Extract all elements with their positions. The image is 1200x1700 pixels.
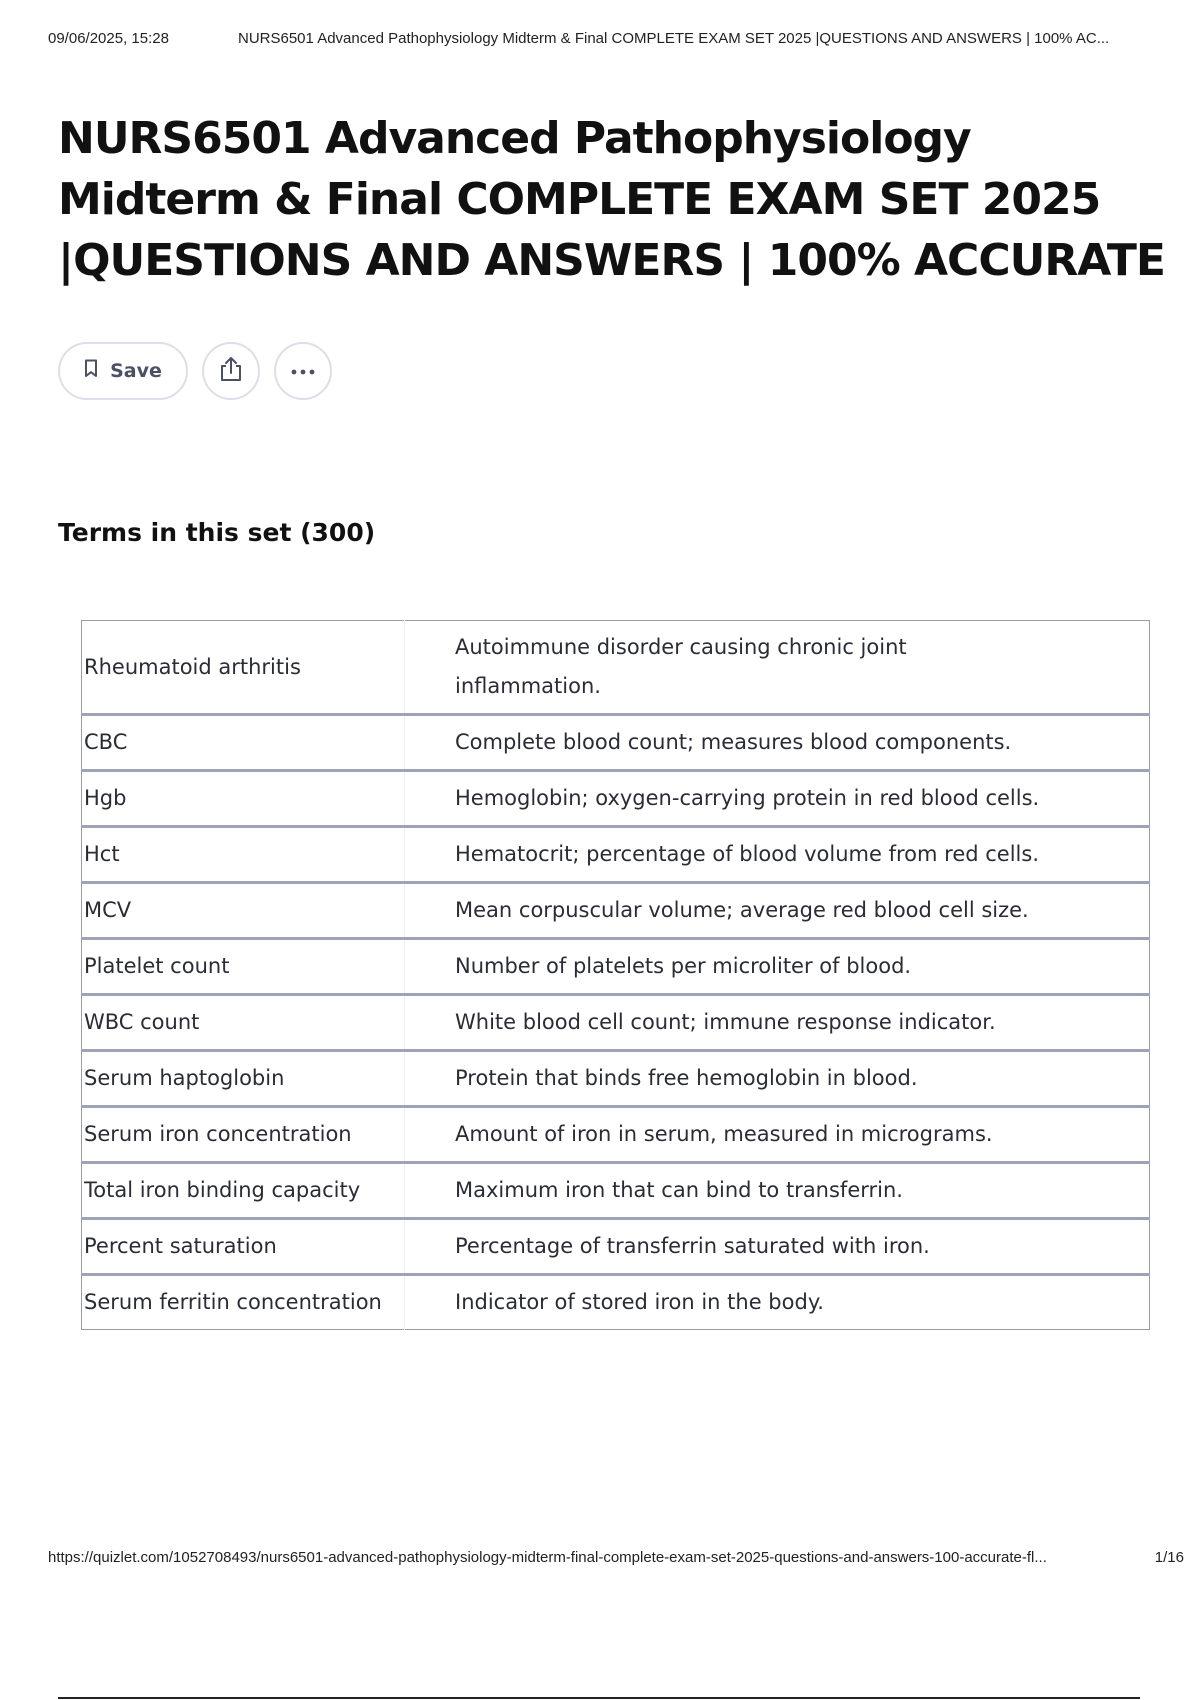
divider	[58, 1697, 1140, 1699]
definition-cell: Maximum iron that can bind to transferrin.	[455, 1178, 903, 1202]
term-cell: CBC	[82, 715, 405, 771]
term-row	[82, 771, 1150, 827]
term-cell: Hgb	[82, 771, 405, 827]
term-row	[82, 939, 1150, 995]
definition-cell: Autoimmune disorder causing chronic joint inflammation.	[455, 635, 907, 698]
definition-cell: Indicator of stored iron in the body.	[455, 1290, 824, 1314]
term-cell: Serum iron concentration	[82, 1107, 405, 1163]
term-row	[82, 715, 1150, 771]
definition-cell: Hematocrit; percentage of blood volume from red cells.	[455, 842, 1039, 866]
more-horizontal-icon	[290, 362, 316, 380]
terms-heading: Terms in this set (300)	[58, 518, 376, 547]
print-datetime: 09/06/2025, 15:28	[48, 30, 169, 47]
term-cell: Hct	[82, 827, 405, 883]
print-header	[48, 30, 1160, 47]
term-row	[82, 1275, 1150, 1330]
share-icon	[218, 355, 244, 388]
definition-cell: Complete blood count; measures blood components.	[455, 730, 1012, 754]
definition-cell: White blood cell count; immune response indicator.	[455, 1010, 996, 1034]
term-row	[82, 1163, 1150, 1219]
term-cell: WBC count	[82, 995, 405, 1051]
term-row	[82, 883, 1150, 939]
term-row	[82, 1219, 1150, 1275]
term-cell: Serum haptoglobin	[82, 1051, 405, 1107]
definition-cell: Protein that binds free hemoglobin in blood.	[455, 1066, 918, 1090]
term-cell: Platelet count	[82, 939, 405, 995]
bookmark-icon	[84, 359, 98, 383]
term-row	[82, 621, 1150, 715]
terms-table	[81, 620, 1150, 1330]
term-cell: Rheumatoid arthritis	[82, 621, 405, 715]
action-bar	[58, 342, 332, 400]
save-button-label: Save	[110, 360, 162, 382]
print-document-title: NURS6501 Advanced Pathophysiology Midterm & Final COMPLETE EXAM SET 2025 |QUESTIONS AND ANSWERS | 100% AC...	[238, 30, 1110, 47]
definition-cell: Mean corpuscular volume; average red blood cell size.	[455, 898, 1029, 922]
term-row	[82, 1051, 1150, 1107]
term-row	[82, 995, 1150, 1051]
term-row	[82, 827, 1150, 883]
page-title: NURS6501 Advanced Pathophysiology Midterm & Final COMPLETE EXAM SET 2025 |QUESTIONS AND ANSWERS | 100% ACCURATE	[58, 113, 1165, 286]
definition-cell: Percentage of transferrin saturated with iron.	[455, 1234, 930, 1258]
save-button[interactable]	[58, 342, 188, 400]
definition-cell: Number of platelets per microliter of blood.	[455, 954, 912, 978]
share-button[interactable]	[202, 342, 260, 400]
print-url: https://quizlet.com/1052708493/nurs6501-advanced-pathophysiology-midterm-final-complete-exam-set-2025-questions-and-answers-100-accurate-fl...	[48, 1549, 1047, 1566]
more-options-button[interactable]	[274, 342, 332, 400]
definition-cell: Hemoglobin; oxygen-carrying protein in red blood cells.	[455, 786, 1040, 810]
term-cell: Serum ferritin concentration	[82, 1275, 405, 1330]
term-cell: Percent saturation	[82, 1219, 405, 1275]
term-row	[82, 1107, 1150, 1163]
page-number: 1/16	[1154, 1549, 1184, 1566]
term-cell: Total iron binding capacity	[82, 1163, 405, 1219]
term-cell: MCV	[82, 883, 405, 939]
print-footer	[48, 1549, 1184, 1566]
definition-cell: Amount of iron in serum, measured in micrograms.	[455, 1122, 993, 1146]
